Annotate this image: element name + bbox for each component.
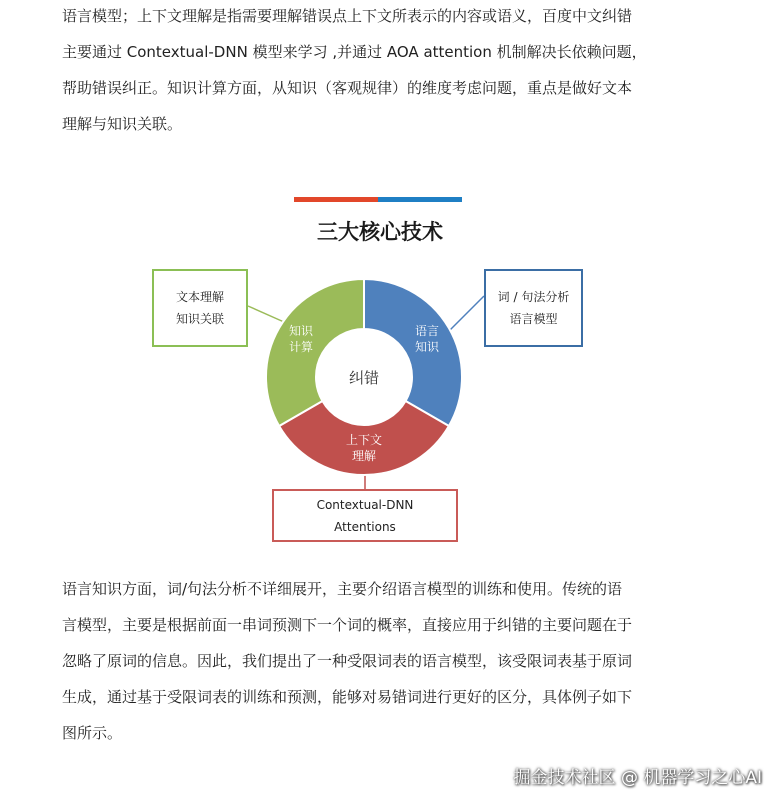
callout-box-text-understanding bbox=[152, 269, 248, 347]
figure-title: 三大核心技术 bbox=[317, 220, 443, 244]
connector-right bbox=[450, 296, 484, 330]
segment-label: 知识 bbox=[288, 324, 314, 338]
callout-box-syntax-analysis bbox=[484, 269, 583, 347]
text-line: 忽略了原词的信息。因此，我们提出了一种受限词表的语言模型，该受限词表基于原词 bbox=[62, 652, 633, 670]
segment-label: 理解 bbox=[351, 449, 377, 463]
segment-label: 上下文 bbox=[345, 433, 383, 447]
callout-line: 知识关联 bbox=[175, 312, 224, 326]
callout-line: 语言模型 bbox=[509, 312, 558, 326]
text-line: 理解与知识关联。 bbox=[62, 115, 183, 133]
language-knowledge-paragraph bbox=[62, 571, 722, 751]
callout-line: 词 / 句法分析 bbox=[497, 290, 570, 304]
text-line: 帮助错误纠正。知识计算方面，从知识（客观规律）的维度考虑问题，重点是做好文本 bbox=[62, 79, 633, 97]
segment-label: 语言 bbox=[414, 324, 440, 338]
text-line: 言模型，主要是根据前面一串词预测下一个词的概率，直接应用于纠错的主要问题在于 bbox=[62, 616, 633, 634]
center-label: 纠错 bbox=[348, 369, 380, 387]
segment-label: 知识 bbox=[414, 340, 440, 354]
callout-line: 文本理解 bbox=[175, 290, 224, 304]
callout-box-contextual-dnn bbox=[272, 489, 458, 542]
callout-line: Attentions bbox=[334, 519, 396, 534]
text-line: 主要通过 Contextual-DNN 模型来学习 ,并通过 AOA attention 机制解决长依赖问题， bbox=[62, 43, 647, 61]
watermark: 掘金技术社区 @ 机器学习之心AI bbox=[513, 768, 762, 788]
text-line: 图所示。 bbox=[62, 724, 123, 742]
callout-line: Contextual-DNN bbox=[316, 497, 414, 512]
segment-label: 计算 bbox=[288, 340, 314, 354]
text-line: 语言知识方面，词/句法分析不详细展开，主要介绍语言模型的训练和使用。传统的语 bbox=[62, 580, 623, 598]
text-line: 生成，通过基于受限词表的训练和预测，能够对易错词进行更好的区分，具体例子如下 bbox=[62, 688, 633, 706]
text-line: 语言模型；上下文理解是指需要理解错误点上下文所表示的内容或语义，百度中文纠错 bbox=[62, 7, 633, 25]
connector-left bbox=[248, 306, 284, 322]
